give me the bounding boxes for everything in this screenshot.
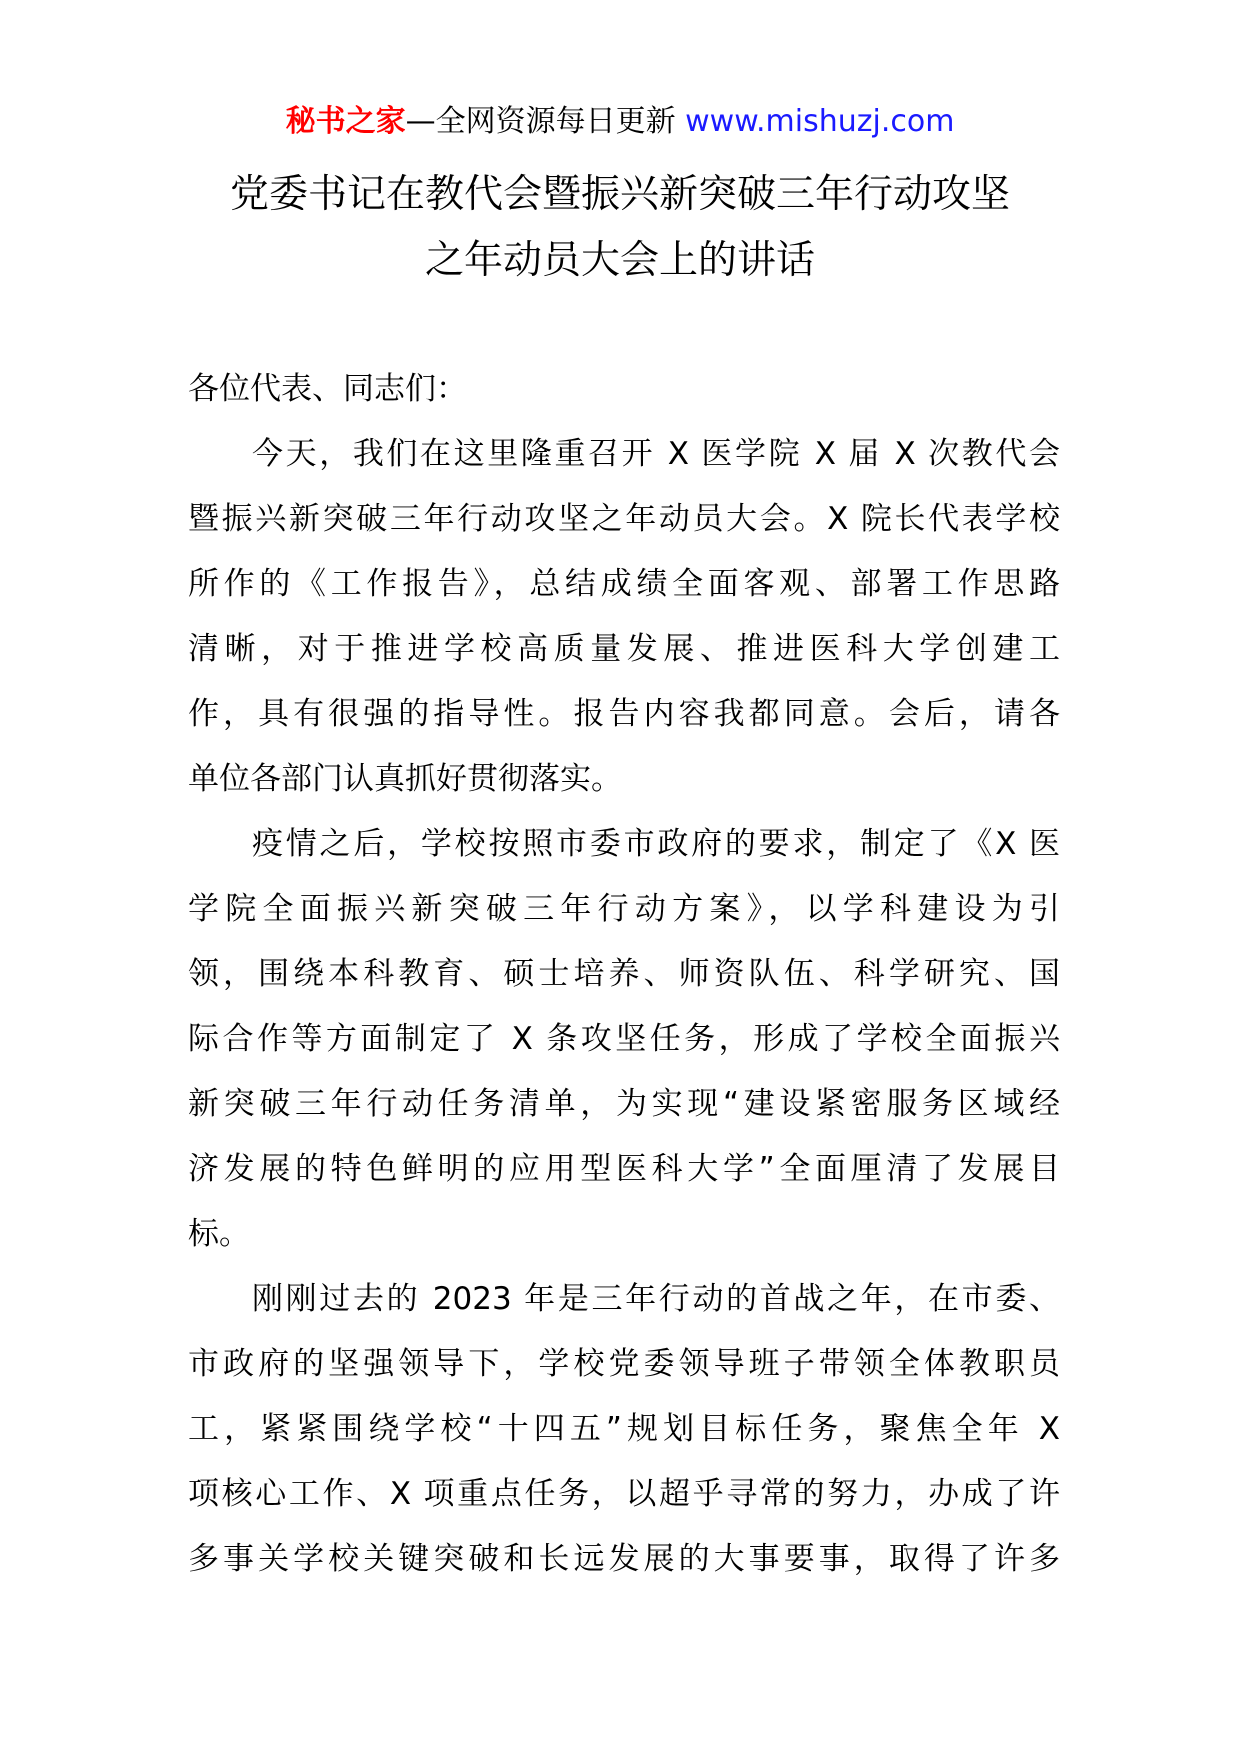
header-tagline: —全网资源每日更新 — [405, 104, 686, 139]
salutation: 各位代表、同志们： — [188, 371, 467, 407]
paragraph-line: 工，紧紧围绕学校“十四五”规划目标任务，聚焦全年 X — [188, 1411, 1060, 1447]
site-header — [0, 100, 1240, 144]
paragraph-line: 领，围绕本科教育、硕士培养、师资队伍、科学研究、国 — [188, 956, 1060, 992]
paragraph-2 — [188, 812, 1060, 1267]
document-body — [188, 357, 1060, 1592]
paragraph-line: 今天，我们在这里隆重召开 X 医学院 X 届 X 次教代会 — [252, 436, 1060, 472]
title-line-1: 党委书记在教代会暨振兴新突破三年行动攻坚 — [229, 172, 1010, 217]
paragraph-line: 际合作等方面制定了 X 条攻坚任务，形成了学校全面振兴 — [188, 1021, 1060, 1057]
paragraph-line: 暨振兴新突破三年行动攻坚之年动员大会。X 院长代表学校 — [188, 501, 1060, 537]
document-title — [150, 162, 1090, 294]
paragraph-line: 项核心工作、X 项重点任务，以超乎寻常的努力，办成了许 — [188, 1476, 1060, 1512]
paragraph-line: 新突破三年行动任务清单，为实现“建设紧密服务区域经 — [188, 1086, 1060, 1122]
paragraph-line: 清晰，对于推进学校高质量发展、推进医科大学创建工 — [188, 631, 1060, 667]
paragraph-3 — [188, 1267, 1060, 1592]
paragraph-line: 多事关学校关键突破和长远发展的大事要事，取得了许多 — [188, 1541, 1060, 1577]
paragraph-line: 刚刚过去的 2023 年是三年行动的首战之年，在市委、 — [252, 1281, 1060, 1317]
title-line-2: 之年动员大会上的讲话 — [424, 238, 815, 283]
brand-name: 秘书之家 — [285, 104, 406, 139]
paragraph-line: 疫情之后，学校按照市委市政府的要求，制定了《X 医 — [252, 826, 1060, 862]
paragraph-line: 市政府的坚强领导下，学校党委领导班子带领全体教职员 — [188, 1346, 1060, 1382]
paragraph-line: 标。 — [188, 1216, 250, 1252]
paragraph-line: 学院全面振兴新突破三年行动方案》，以学科建设为引 — [188, 891, 1060, 927]
paragraph-1 — [188, 422, 1060, 812]
site-url-link[interactable]: www.mishuzj.com — [685, 104, 955, 139]
paragraph-line: 单位各部门认真抓好贯彻落实。 — [188, 761, 622, 797]
paragraph-line: 所作的《工作报告》，总结成绩全面客观、部署工作思路 — [188, 566, 1060, 602]
paragraph-line: 作，具有很强的指导性。报告内容我都同意。会后，请各 — [188, 696, 1060, 732]
paragraph-line: 济发展的特色鲜明的应用型医科大学”全面厘清了发展目 — [188, 1151, 1060, 1187]
